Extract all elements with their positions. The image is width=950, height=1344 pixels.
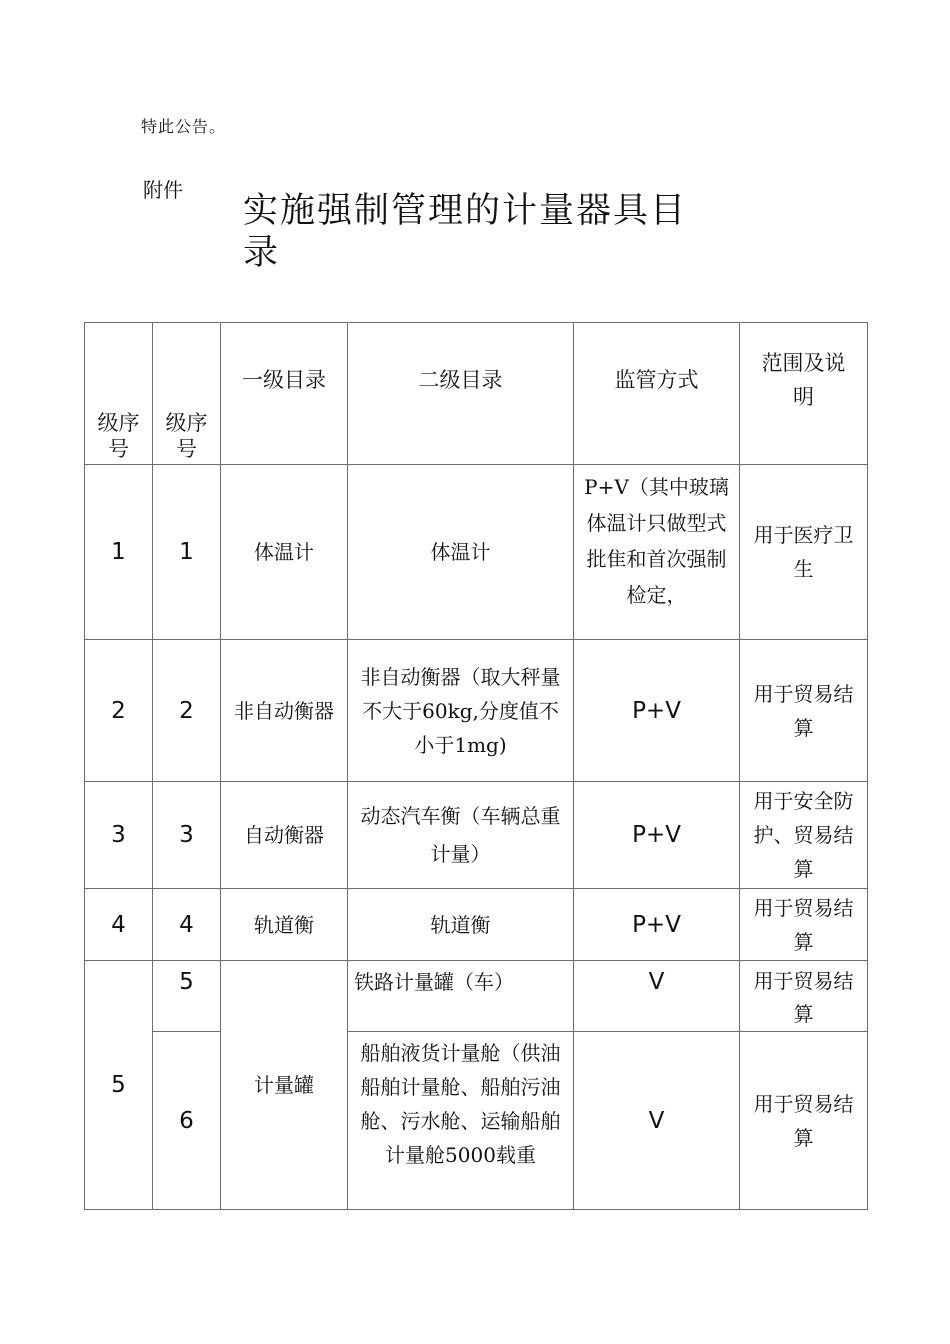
row-serial-1: 4: [85, 889, 153, 961]
row-serial-1: 3: [85, 782, 153, 889]
row-serial-2: 6: [153, 1032, 221, 1210]
header-level-1: 一级目录: [221, 323, 348, 465]
row-level-2: 轨道衡: [348, 889, 574, 961]
row-scope: 用于医疗卫生: [740, 465, 868, 640]
attachment-label: 附件: [143, 178, 183, 202]
row-supervision-mode: P+V（其中玻璃体温计只做型式批隹和首次强制检定，: [574, 465, 740, 640]
table-row: [85, 465, 868, 640]
row-supervision-mode: V: [574, 1032, 740, 1210]
row-supervision-mode: V: [574, 961, 740, 1032]
row-level-2: 动态汽车衡（车辆总重计量）: [348, 782, 574, 889]
table-header-row: [85, 323, 868, 465]
header-serial-2: 级序号: [153, 323, 221, 465]
row-level-2: 船舶液货计量舱（供油船舶计量舱、船舶污油舱、污水舱、运输船舶计量舱5000载重: [348, 1032, 574, 1210]
header-level-2: 二级目录: [348, 323, 574, 465]
table-row: [85, 782, 868, 889]
row-level-2: 铁路计量罐（车）: [348, 961, 574, 1032]
row-serial-1: 5: [85, 961, 153, 1210]
notice-text: 特此公告。: [141, 117, 227, 136]
row-supervision-mode: P+V: [574, 782, 740, 889]
header-serial-1: 级序号: [85, 323, 153, 465]
header-supervision-mode: 监管方式: [574, 323, 740, 465]
row-level-2: 非自动衡器（取大秤量不大于60kg,分度值不小于1mg): [348, 640, 574, 782]
header-scope-notes: 范围及说明: [740, 323, 868, 465]
row-serial-2: 2: [153, 640, 221, 782]
row-serial-2: 4: [153, 889, 221, 961]
row-supervision-mode: P+V: [574, 889, 740, 961]
row-serial-2: 5: [153, 961, 221, 1032]
row-serial-2: 3: [153, 782, 221, 889]
row-level-1: 计量罐: [221, 961, 348, 1210]
row-level-2: 体温计: [348, 465, 574, 640]
row-level-1: 体温计: [221, 465, 348, 640]
row-scope: 用于贸易结算: [740, 889, 868, 961]
table-row: [85, 640, 868, 782]
document-title: 实施强制管理的计量器具目录: [243, 191, 688, 273]
row-level-1: 轨道衡: [221, 889, 348, 961]
row-scope: 用于贸易结算: [740, 961, 868, 1032]
row-scope: 用于贸易结算: [740, 640, 868, 782]
table-row: [85, 889, 868, 961]
row-serial-2: 1: [153, 465, 221, 640]
row-scope: 用于安全防护、贸易结算: [740, 782, 868, 889]
row-supervision-mode: P+V: [574, 640, 740, 782]
row-level-1: 非自动衡器: [221, 640, 348, 782]
table-row: [85, 1032, 868, 1210]
table-row: [85, 961, 868, 1032]
row-serial-1: 1: [85, 465, 153, 640]
row-level-1: 自动衡器: [221, 782, 348, 889]
row-serial-1: 2: [85, 640, 153, 782]
measuring-instrument-catalog-table: [84, 322, 868, 1210]
row-scope: 用于贸易结算: [740, 1032, 868, 1210]
